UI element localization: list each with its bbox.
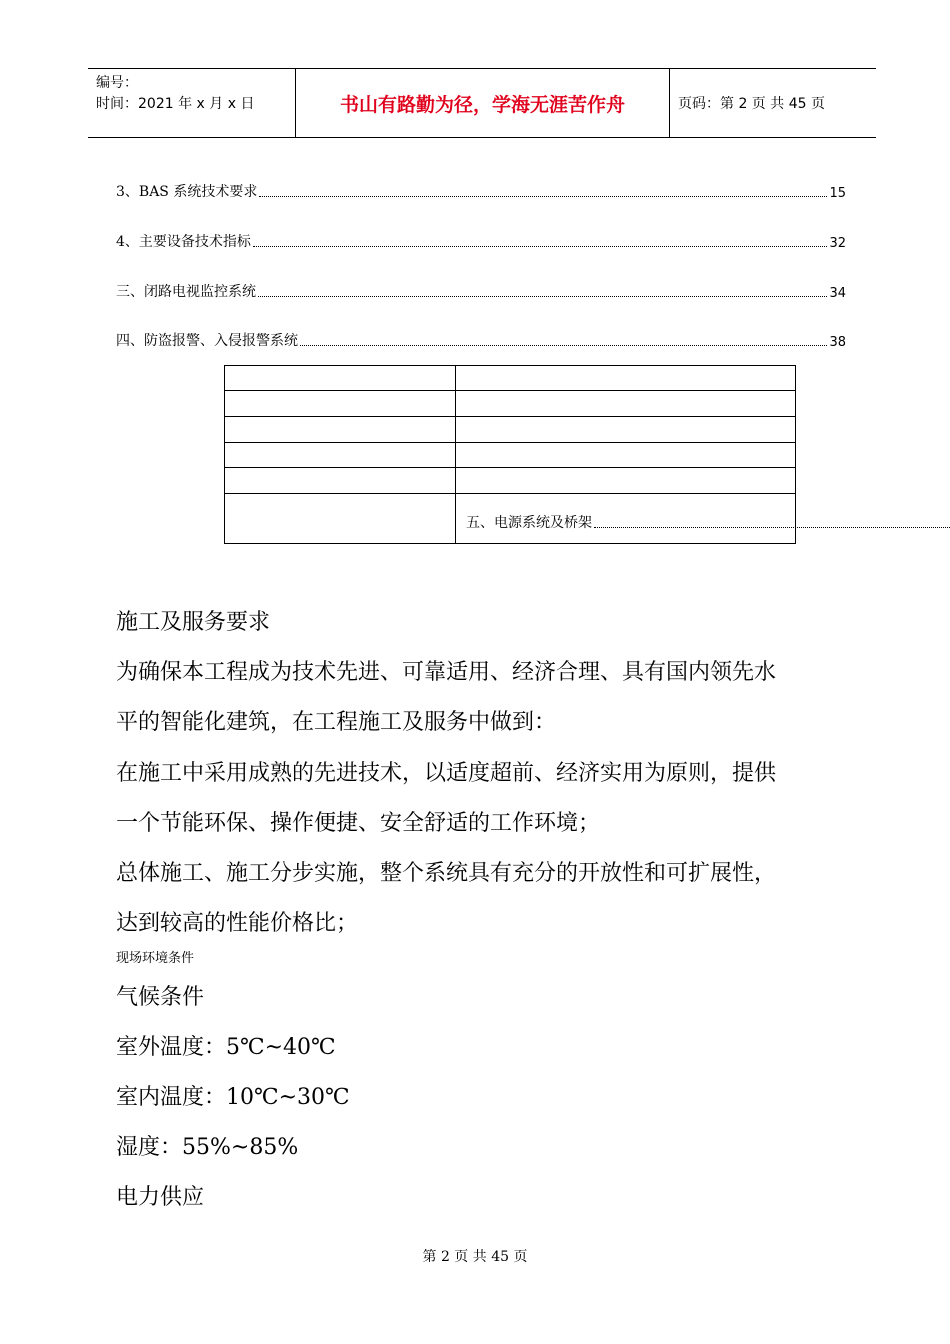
toc-entry-page: 34 [829,286,846,301]
table-cell [225,391,456,417]
time-label: 时间：2021 年 x 月 x 日 [96,96,255,112]
page-header [88,68,876,138]
toc-entry-page: 15 [829,186,846,201]
body-line: 总体施工、施工分步实施，整个系统具有充分的开放性和可扩展性， [116,861,777,886]
toc-entry-title: 五、电源系统及桥架 [466,515,592,531]
table-cell [225,417,456,443]
site-conditions-heading: 现场环境条件 [116,951,195,966]
toc-entry-page: 38 [829,335,846,350]
toc-entry[interactable] [116,281,846,301]
climate-heading: 气候条件 [116,985,205,1010]
table-cell [225,366,456,391]
table-cell [456,443,796,468]
toc-leader [258,295,827,297]
table-cell [225,468,456,494]
table-cell [456,468,796,494]
toc-entry-page: 32 [829,236,846,251]
page-footer: 第 2 页 共 45 页 [422,1249,528,1265]
toc-leader [253,245,828,247]
humidity: 湿度：55%~85% [116,1135,299,1160]
header-motto: 书山有路勤为径，学海无涯苦作舟 [295,69,670,137]
power-heading: 电力供应 [116,1185,205,1210]
number-label: 编号： [96,75,138,91]
outdoor-temp: 室外温度：5℃~40℃ [116,1035,336,1060]
toc-entry[interactable] [116,330,846,350]
header-meta [88,69,295,137]
toc-leader [259,195,827,197]
toc-entry[interactable] [466,510,950,532]
toc-leader [300,344,827,346]
table-cell [225,494,456,544]
header-page-info: 页码：第 2 页 共 45 页 [678,96,825,112]
section-title: 施工及服务要求 [116,610,271,635]
toc-entry-title: 三、闭路电视监控系统 [116,284,256,300]
table-cell [456,417,796,443]
body-line: 达到较高的性能价格比； [116,911,359,936]
toc-leader [594,526,950,528]
indoor-temp: 室内温度：10℃~30℃ [116,1085,350,1110]
body-line: 为确保本工程成为技术先进、可靠适用、经济合理、具有国内领先水 [116,660,777,685]
toc-entry-title: 四、防盗报警、入侵报警系统 [116,333,298,349]
toc-entry-title: 4、主要设备技术指标 [116,234,251,250]
table-cell [456,391,796,417]
table-cell [456,366,796,391]
toc-entry[interactable] [116,231,846,251]
table-cell [225,443,456,468]
toc-entry-title: 3、BAS 系统技术要求 [116,184,258,200]
body-line: 一个节能环保、操作便捷、安全舒适的工作环境； [116,811,601,836]
toc-entry[interactable] [116,181,846,201]
body-line: 在施工中采用成熟的先进技术，以适度超前、经济实用为原则，提供 [116,761,777,786]
body-line: 平的智能化建筑，在工程施工及服务中做到： [116,710,557,735]
